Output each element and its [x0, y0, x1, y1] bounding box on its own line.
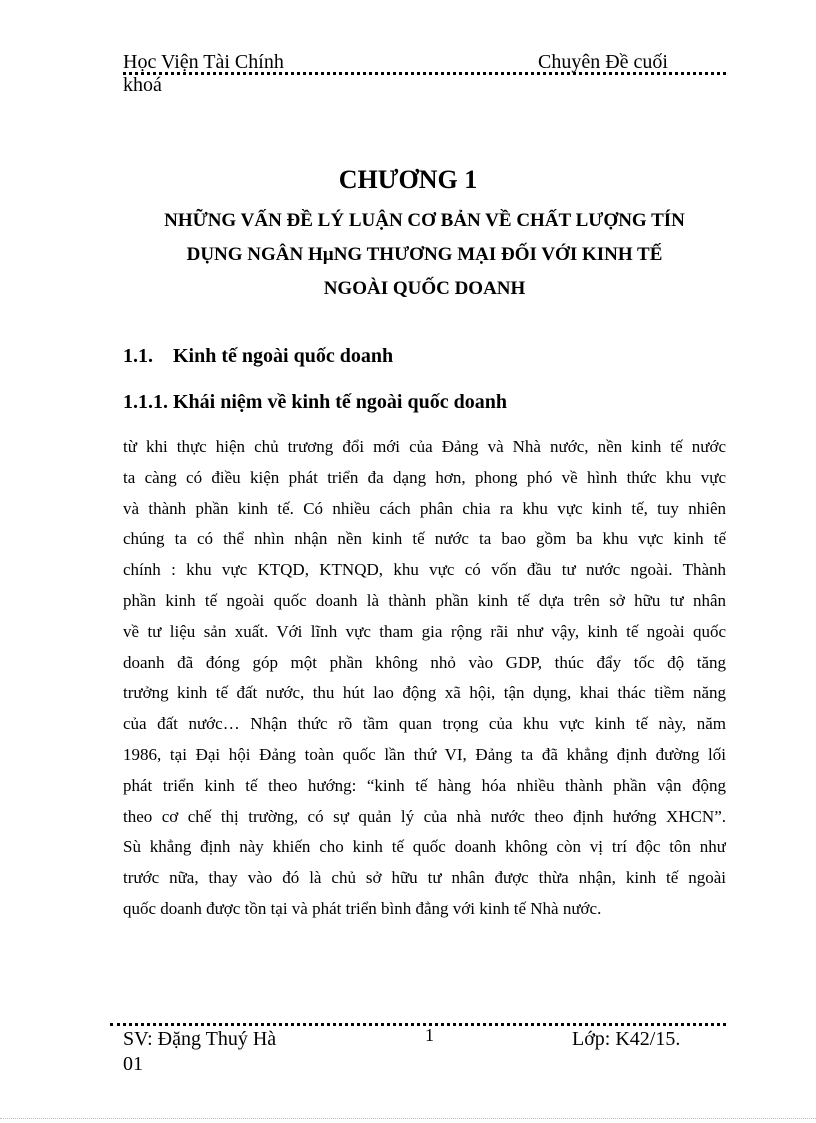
header-dotted-rule: [123, 72, 726, 75]
chapter-subtitle-line: NHỮNG VẤN ĐỀ LÝ LUẬN CƠ BẢN VỀ CHẤT LƯỢNG TÍN: [164, 210, 685, 231]
paragraph-line: và thành phần kinh tế. Có nhiều cách phân chia ra khu vực kinh tế, tuy nhiên: [123, 498, 726, 518]
page-number: 1: [425, 1025, 434, 1045]
chapter-subtitle-line: NGOÀI QUỐC DOANH: [323, 278, 526, 299]
paragraph-line: chính : khu vực KTQD, KTNQD, khu vực có vốn đầu tư nước ngoài. Thành: [123, 560, 726, 580]
footer-student: SV: Đặng Thuý Hà: [123, 1028, 277, 1050]
paragraph-line: của đất nước… Nhận thức rõ tầm quan trọng của khu vực kinh tế này, năm: [123, 714, 726, 734]
paragraph-line: 1986, tại Đại hội Đảng toàn quốc lần thứ VI, Đảng ta đã khẳng định đường lối: [123, 744, 726, 764]
paragraph-line: phần kinh tế ngoài quốc doanh là thành phần kinh tế dựa trên sở hữu tư nhân: [123, 590, 726, 610]
paragraph-line: quốc doanh được tồn tại và phát triển bình đẳng với kinh tế Nhà nước.: [123, 898, 602, 918]
footer-student-wrap: 01: [123, 1053, 143, 1075]
subsection-heading: 1.1.1. Khái niệm về kinh tế ngoài quốc doanh: [123, 391, 507, 413]
paragraph-line: Sù khẳng định này khiến cho kinh tế quốc doanh không còn vị trí độc tôn như: [123, 837, 726, 857]
section-number: 1.1.: [123, 345, 153, 367]
footer-dotted-rule: [110, 1023, 726, 1026]
section-title: Kinh tế ngoài quốc doanh: [173, 345, 394, 367]
paragraph-line: trưởng kinh tế đất nước, thu hút lao động xã hội, tận dụng, khai thác tiềm năng: [123, 683, 726, 703]
paragraph-line: theo cơ chế thị trường, có sự quản lý của nhà nước theo định hướng XHCN”.: [123, 806, 726, 826]
footer-class: Lớp: K42/15.: [572, 1028, 681, 1050]
paragraph-line: từ khi thực hiện chủ trương đổi mới của Đảng và Nhà nước, nền kinh tế nước: [123, 437, 726, 456]
header-institution: Học Viện Tài Chính: [123, 51, 284, 73]
body-paragraph: [123, 432, 726, 925]
paragraph-line: chúng ta có thể nhìn nhận nền kinh tế nước ta bao gồm ba khu vực kinh tế: [123, 529, 726, 549]
page-edge-rule: [0, 1118, 816, 1119]
paragraph-line: về tư liệu sản xuất. Với lĩnh vực tham gia rộng rãi như vậy, kinh tế ngoài quốc: [123, 621, 726, 641]
header-document-type: Chuyên Đề cuối: [538, 51, 668, 73]
chapter-subtitle: [123, 204, 726, 306]
paragraph-line: trước nữa, thay vào đó là chủ sở hữu tư nhân được thừa nhận, kinh tế ngoài: [123, 868, 726, 888]
section-heading: [123, 342, 393, 370]
chapter-subtitle-line: DỤNG NGÂN HµNG THƯƠNG MẠI ĐỐI VỚI KINH TẾ: [186, 244, 663, 265]
paragraph-line: ta càng có điều kiện phát triển đa dạng hơn, phong phó về hình thức khu vực: [123, 467, 726, 487]
header-document-type-wrap: khoá: [123, 74, 162, 96]
paragraph-line: phát triển kinh tế theo hướng: “kinh tế hàng hóa nhiều thành phần vận động: [123, 775, 726, 795]
chapter-title: CHƯƠNG 1: [338, 165, 478, 194]
paragraph-line: doanh đã đóng góp một phần không nhỏ vào GDP, thúc đẩy tốc độ tăng: [123, 652, 726, 672]
